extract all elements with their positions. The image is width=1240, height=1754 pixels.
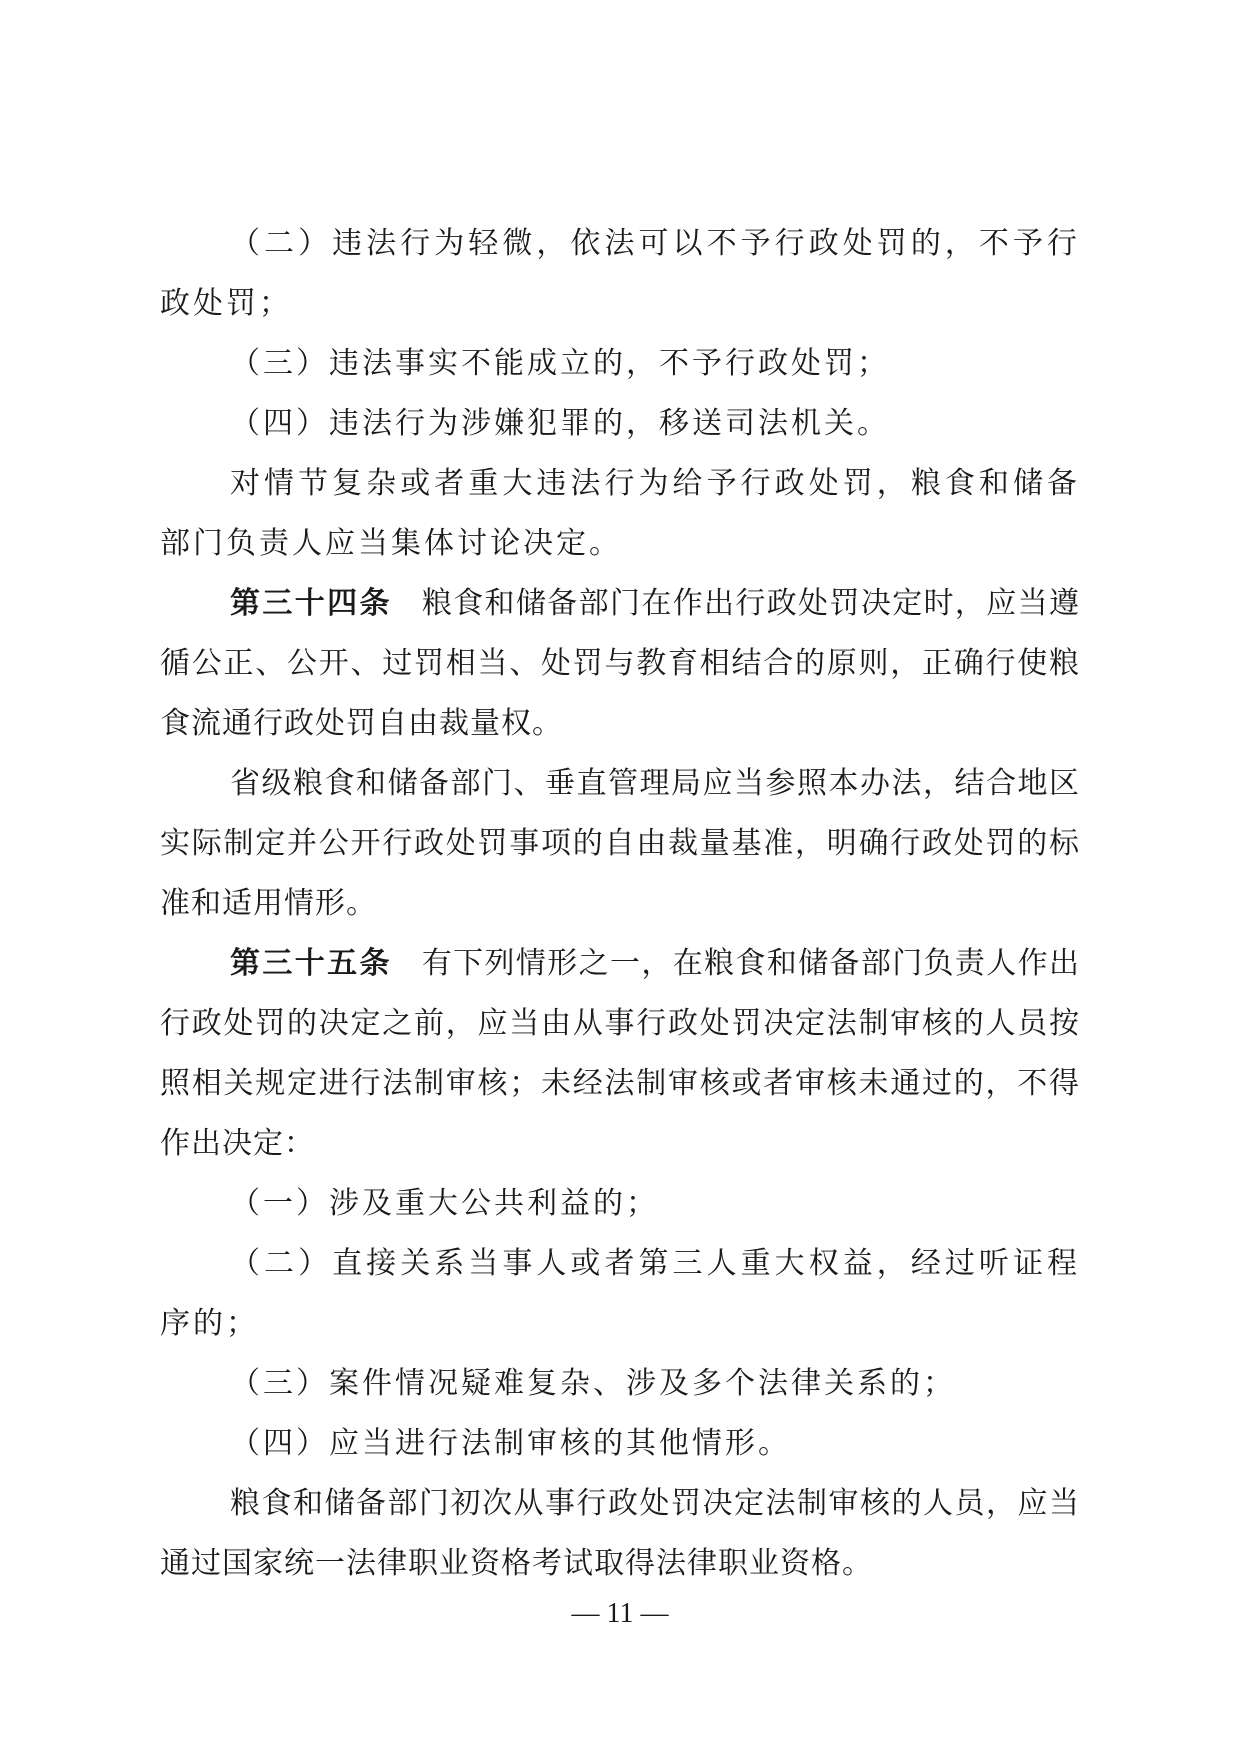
- page-number: — 11 —: [571, 1598, 669, 1629]
- paragraph-text: 省级粮食和储备部门、垂直管理局应当参照本办法，结合地区实际制定并公开行政处罚事项的自由裁量基准，明确行政处罚的标准和适用情形。: [160, 766, 1080, 921]
- paragraph-text: （四）应当进行法制审核的其他情形。: [230, 1426, 791, 1461]
- paragraph-4: [160, 454, 1080, 574]
- document-body: [160, 214, 1080, 1594]
- paragraph-2: [160, 334, 1080, 394]
- paragraph-text: 粮食和储备部门在作出行政处罚决定时，应当遵循公正、公开、过罚相当、处罚与教育相结合的原则，正确行使粮食流通行政处罚自由裁量权。: [160, 586, 1081, 741]
- paragraph-text: 粮食和储备部门初次从事行政处罚决定法制审核的人员，应当通过国家统一法律职业资格考试取得法律职业资格。: [160, 1486, 1080, 1581]
- paragraph-6: [160, 754, 1080, 934]
- paragraph-1: [160, 214, 1080, 334]
- paragraph-text: （一）涉及重大公共利益的；: [230, 1186, 659, 1221]
- paragraph-text: （二）直接关系当事人或者第三人重大权益，经过听证程序的；: [160, 1246, 1080, 1341]
- paragraph-3: [160, 394, 1080, 454]
- paragraph-10: [160, 1354, 1080, 1414]
- paragraph-text: （三）违法事实不能成立的，不予行政处罚；: [230, 346, 890, 381]
- paragraph-12: [160, 1474, 1080, 1594]
- article-34: [160, 574, 1080, 754]
- article-heading: 第三十五条: [230, 946, 392, 981]
- article-heading: 第三十四条: [230, 586, 392, 621]
- paragraph-text: （三）案件情况疑难复杂、涉及多个法律关系的；: [230, 1366, 956, 1401]
- paragraph-text: （四）违法行为涉嫌犯罪的，移送司法机关。: [230, 406, 890, 441]
- paragraph-text: （二）违法行为轻微，依法可以不予行政处罚的，不予行政处罚；: [160, 226, 1080, 321]
- paragraph-text: 有下列情形之一，在粮食和储备部门负责人作出行政处罚的决定之前，应当由从事行政处罚决定法制审核的人员按照相关规定进行法制审核；未经法制审核或者审核未通过的，不得作出决定：: [160, 946, 1081, 1161]
- paragraph-11: [160, 1414, 1080, 1474]
- paragraph-9: [160, 1234, 1080, 1354]
- paragraph-8: [160, 1174, 1080, 1234]
- article-35: [160, 934, 1080, 1174]
- paragraph-text: 对情节复杂或者重大违法行为给予行政处罚，粮食和储备部门负责人应当集体讨论决定。: [160, 466, 1080, 561]
